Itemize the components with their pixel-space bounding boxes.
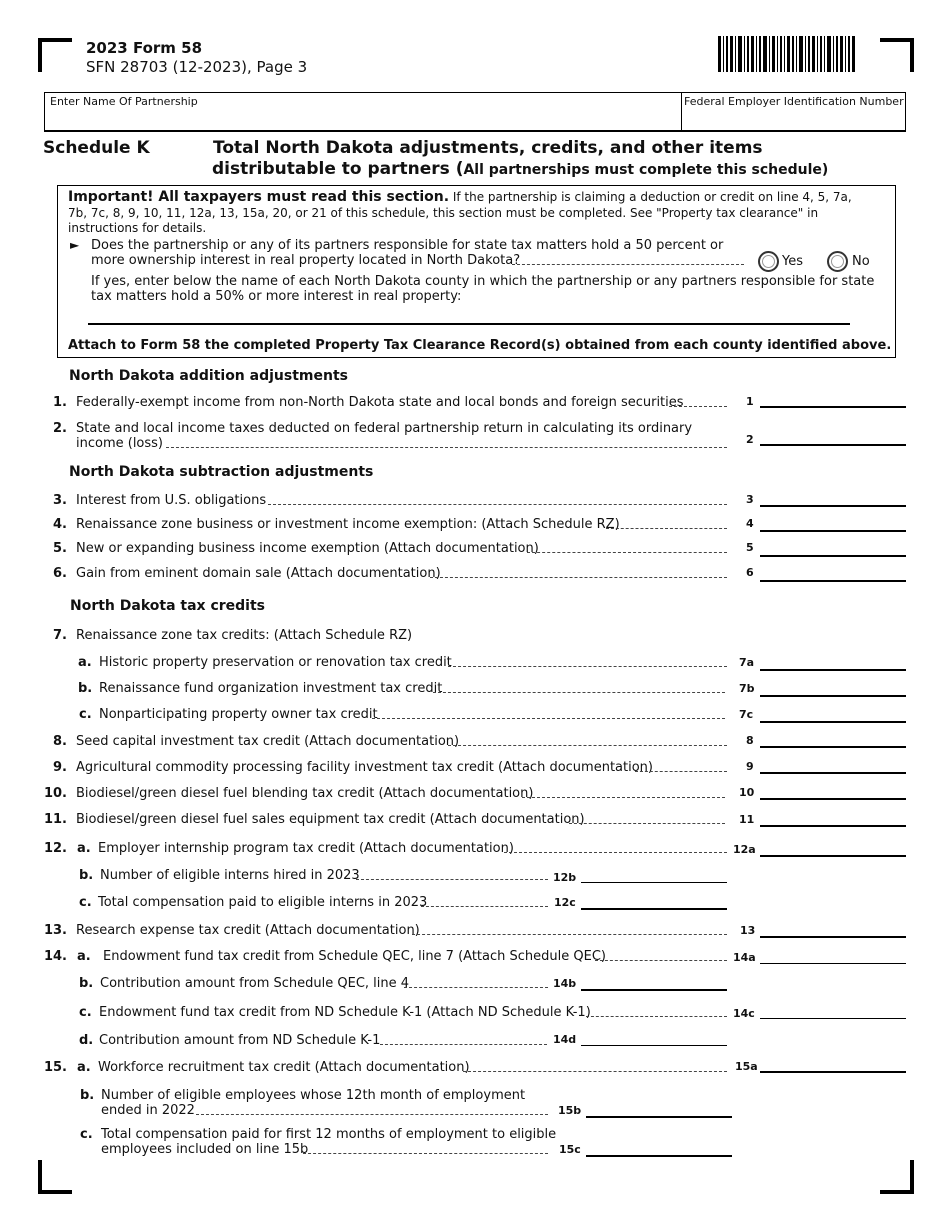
box-number: 9 [746,760,754,773]
line-12a-input[interactable] [760,855,906,857]
leader-dots [635,771,727,772]
leader-dots [372,718,725,719]
sub-letter: a. [77,1060,91,1075]
line-text: ended in 2022 [101,1103,195,1118]
box-number: 11 [739,813,755,826]
line-text: Renaissance zone tax credits: (Attach Schedule RZ) [76,628,413,643]
line-text: Historic property preservation or renovation tax credit [99,655,452,670]
box-number: 7a [739,656,755,669]
leader-dots [606,528,727,529]
line-text: Biodiesel/green diesel fuel blending tax credit (Attach documentation) [76,786,534,801]
leader-dots [412,934,727,935]
box-number: 10 [739,786,755,799]
line-text: Interest from U.S. obligations [76,493,267,508]
leader-dots [463,1071,727,1072]
leader-dots [527,552,727,553]
line-text: Number of eligible employees whose 12th month of employment [101,1088,526,1103]
credits-heading: North Dakota tax credits [70,598,265,614]
leader-dots [569,823,725,824]
line-text: Total compensation paid to eligible interns in 2023 [98,895,428,910]
leader-dots [196,1114,548,1115]
crop-mark-top-left [38,38,72,72]
box-number: 15a [735,1060,758,1073]
line-2-input[interactable] [760,444,906,446]
important-text2: 7b, 7c, 8, 9, 10, 11, 12a, 13, 15a, 20, or 21 of this schedule, this section must be completed. See "Property tax clearance" in [68,206,819,220]
line-text: Number of eligible interns hired in 2023 [100,868,360,883]
line-6-input[interactable] [760,580,906,582]
arrow-icon: ► [70,238,80,252]
sub-letter: c. [80,1127,93,1142]
crop-mark-bottom-right [880,1160,914,1194]
leader-dots [512,264,744,265]
subtraction-heading: North Dakota subtraction adjustments [69,464,374,480]
line-7c-input[interactable] [760,721,906,723]
line-10-input[interactable] [760,798,906,800]
box-number: 15c [559,1143,581,1156]
leader-dots [522,797,725,798]
box-number: 7b [739,682,755,695]
line-number: 5. [53,541,67,556]
box-number: 14c [733,1007,755,1020]
box-number: 13 [740,924,756,937]
leader-dots [404,987,548,988]
line-text: Biodiesel/green diesel fuel sales equipment tax credit (Attach documentation) [76,812,585,827]
line-number: 1. [53,395,67,410]
box-number: 4 [746,517,754,530]
important-text1: If the partnership is claiming a deduction or credit on line 4, 5, 7a, [449,190,852,204]
line-text: Total compensation paid for first 12 months of employment to eligible [101,1127,557,1142]
no-label: No [852,254,870,269]
box-number: 12b [553,871,577,884]
line-text: Research expense tax credit (Attach documentation) [76,923,420,938]
crop-mark-top-right [880,38,914,72]
if-yes-text-line1: If yes, enter below the name of each North Dakota county in which the partnership or any partners responsible for state [91,274,875,289]
line-15a-input[interactable] [760,1071,906,1073]
line-7b-input[interactable] [760,695,906,697]
line-text: Endowment fund tax credit from ND Schedule K-1 (Attach ND Schedule K-1) [99,1005,591,1020]
sub-letter: d. [79,1033,94,1048]
box-number: 12c [554,896,576,909]
box-number: 2 [746,433,754,446]
line-text: income (loss) [76,436,164,451]
box-number: 5 [746,541,754,554]
line-13-input[interactable] [760,936,906,938]
no-radio[interactable] [827,251,848,272]
schedule-title-line2 [212,159,828,181]
line-5-input[interactable] [760,555,906,557]
box-number: 8 [746,734,754,747]
leader-dots [669,406,727,407]
sub-letter: a. [78,655,92,670]
leader-dots [356,879,548,880]
line-4-input[interactable] [760,530,906,532]
line-text: Gain from eminent domain sale (Attach documentation) [76,566,441,581]
line-number: 8. [53,734,67,749]
leader-dots [430,577,727,578]
line-14b-input[interactable] [581,989,727,991]
leader-dots [586,1016,727,1017]
box-number: 3 [746,493,754,506]
line-11-input[interactable] [760,825,906,827]
leader-dots [595,960,727,961]
important-text3: instructions for details. [68,221,207,235]
box-number: 6 [746,566,754,579]
crop-mark-bottom-left [38,1160,72,1194]
line-8-input[interactable] [760,746,906,748]
line-number: 3. [53,493,67,508]
line-3-input[interactable] [760,505,906,507]
line-number: 2. [53,421,67,436]
leader-dots [448,666,727,667]
leader-dots [303,1153,548,1154]
sub-letter: a. [77,949,91,964]
schedule-label: Schedule K [43,138,150,158]
barcode-image [718,36,858,72]
attach-clearance-text: Attach to Form 58 the completed Property Tax Clearance Record(s) obtained from each county identified above. [68,338,892,353]
leader-dots [504,852,727,853]
line-number: 13. [43,923,67,938]
property-question-line1: Does the partnership or any of its partners responsible for state tax matters hold a 50 percent or [91,238,724,253]
sub-letter: b. [80,1088,95,1103]
form-title: 2023 Form 58 [86,39,203,57]
box-number: 14a [733,951,756,964]
line-number: 10. [43,786,67,801]
line-number: 15. [43,1060,67,1075]
line-text: Nonparticipating property owner tax credit [99,707,378,722]
line-text: New or expanding business income exemption (Attach documentation) [76,541,539,556]
sub-letter: b. [79,976,94,991]
partnership-name-label: Enter Name Of Partnership [50,95,198,108]
schedule-title-line2-main: distributable to partners ( [212,159,464,179]
line-15c-input[interactable] [586,1155,732,1157]
schedule-title-note: All partnerships must complete this schedule) [463,162,829,178]
box-number: 1 [746,395,754,408]
leader-dots [166,447,727,448]
important-text-line1 [68,190,852,205]
sub-letter: c. [79,707,92,722]
line-9-input[interactable] [760,772,906,774]
line-12b-input[interactable] [581,882,727,883]
line-text: Workforce recruitment tax credit (Attach documentation) [98,1060,470,1075]
line-12c-input[interactable] [581,908,727,910]
line-number: 6. [53,566,67,581]
if-yes-text-line2: tax matters hold a 50% or more interest in real property: [91,289,462,304]
line-15b-input[interactable] [586,1116,732,1118]
schedule-title-line1: Total North Dakota adjustments, credits, and other items [213,138,763,158]
line-text: employees included on line 15b [101,1142,309,1157]
leader-dots [433,692,725,693]
fein-label: Federal Employer Identification Number [684,95,904,108]
leader-dots [421,906,548,907]
line-text: Renaissance fund organization investment tax credit [99,681,443,696]
line-number: 4. [53,517,67,532]
line-14d-input[interactable] [581,1045,727,1046]
line-text: Seed capital investment tax credit (Attach documentation) [76,734,460,749]
line-number: 12. [43,841,67,856]
addition-heading: North Dakota addition adjustments [69,368,348,384]
leader-dots [380,1044,547,1045]
line-text: Contribution amount from Schedule QEC, line 4 [100,976,410,991]
line-text: State and local income taxes deducted on federal partnership return in calculating its ordinary [76,421,693,436]
line-number: 14. [43,949,67,964]
box-number: 15b [558,1104,582,1117]
line-text: Endowment fund tax credit from Schedule QEC, line 7 (Attach Schedule QEC) [103,949,606,964]
property-question-line2: more ownership interest in real property located in North Dakota? [91,253,521,268]
line-14a-input[interactable] [760,963,906,964]
yes-radio[interactable] [758,251,779,272]
yes-label: Yes [782,254,803,269]
sub-letter: b. [79,868,94,883]
box-number: 14b [553,977,577,990]
line-1-input[interactable] [760,406,906,408]
leader-dots [268,504,727,505]
line-text: Contribution amount from ND Schedule K-1 [99,1033,381,1048]
line-14c-input[interactable] [760,1018,906,1019]
leader-dots [448,745,727,746]
line-number: 7. [53,628,67,643]
box-number: 7c [739,708,754,721]
box-number: 12a [733,843,756,856]
line-text: Agricultural commodity processing facility investment tax credit (Attach documentation) [76,760,653,775]
line-number: 11. [43,812,67,827]
line-text: Federally-exempt income from non-North Dakota state and local bonds and foreign securities [76,395,684,410]
sub-letter: c. [79,895,92,910]
sub-letter: c. [79,1005,92,1020]
line-number: 9. [53,760,67,775]
box-number: 14d [553,1033,577,1046]
line-text: Renaissance zone business or investment income exemption: (Attach Schedule RZ) [76,517,620,532]
sub-letter: b. [78,681,93,696]
county-names-field[interactable] [88,323,850,325]
form-subtitle: SFN 28703 (12-2023), Page 3 [86,58,308,76]
line-7a-input[interactable] [760,669,906,671]
important-lead: Important! All taxpayers must read this section. [68,189,450,205]
line-text: Employer internship program tax credit (Attach documentation) [98,841,514,856]
sub-letter: a. [77,841,91,856]
